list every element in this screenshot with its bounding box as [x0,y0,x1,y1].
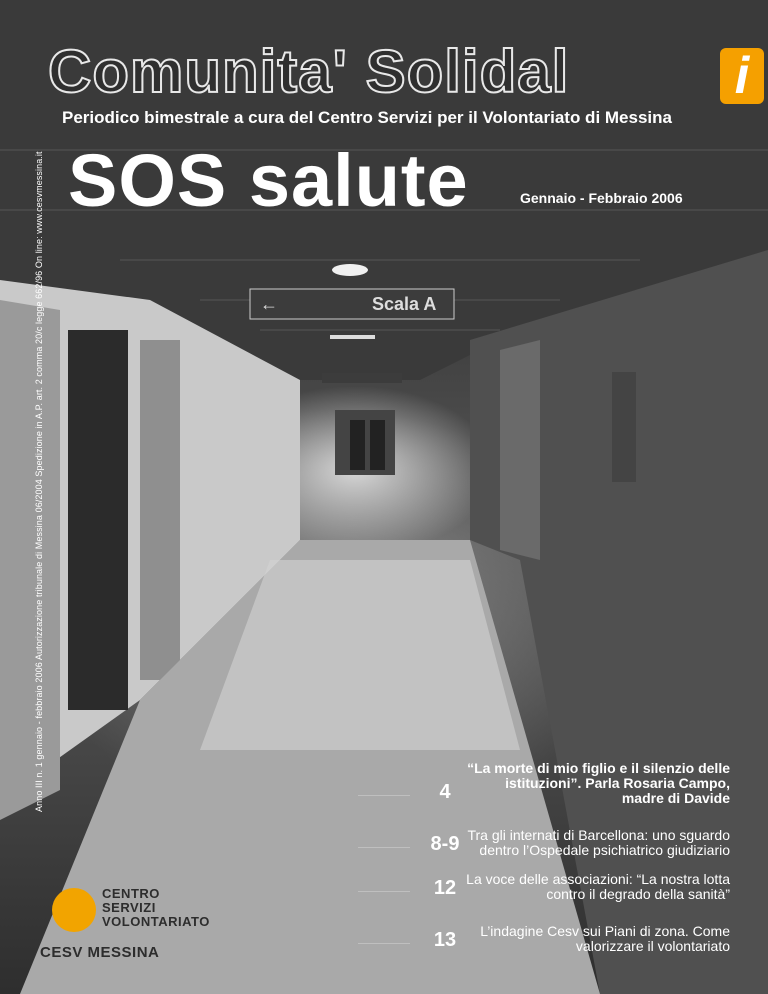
toc-item[interactable] [358,746,730,806]
issue-date: Gennaio - Febbraio 2006 [520,190,683,206]
masthead [48,36,750,108]
svg-text:←: ← [260,294,278,314]
headline: SOS salute [68,139,469,222]
cesv-logo [36,884,216,964]
subtitle: Periodico bimestrale a cura del Centro Servizi per il Volontariato di Messina [62,108,672,127]
toc-page-number: 12 [433,877,457,899]
masthead-i-logo: i [720,48,764,104]
masthead-title: Comunita' Solidal [48,38,570,105]
logo-line: VOLONTARIATO [102,914,210,929]
toc-text: L’indagine Cesv sui Piani di zona. Come valorizzare il volontariato [480,923,730,954]
toc-page-number: 13 [433,929,457,951]
spine-text: Anno III n. 1 gennaio - febbraio 2006 Autorizzazione tribunale di Messina 06/2004 Spedizione in A.P. art. 2 comma 20/c legge 662/96 On line: www.cesvmessina.it [34,151,44,812]
toc-item[interactable] [358,842,730,902]
toc-rule [358,943,410,944]
sign-text: Scala A [372,294,437,314]
toc-page-number: 8-9 [430,833,460,855]
toc-text: Tra gli internati di Barcellona: uno sguardo dentro l’Ospedale psichiatrico giudiziario [467,827,730,858]
toc-text: “La morte di mio figlio e il silenzio delle istituzioni”. Parla Rosaria Campo, madre di Davide [467,760,730,806]
cesv-logo-mark [52,888,96,932]
toc-item[interactable] [358,894,730,954]
toc-rule [358,891,410,892]
toc-page-number: 4 [439,781,451,803]
logo-line: SERVIZI [102,900,156,915]
toc-rule [358,795,410,796]
toc-text: La voce delle associazioni: “La nostra lotta contro il degrado della sanità” [466,871,730,902]
logo-line: CENTRO [102,886,160,901]
logo-cesv-text: CESV MESSINA [40,944,160,961]
